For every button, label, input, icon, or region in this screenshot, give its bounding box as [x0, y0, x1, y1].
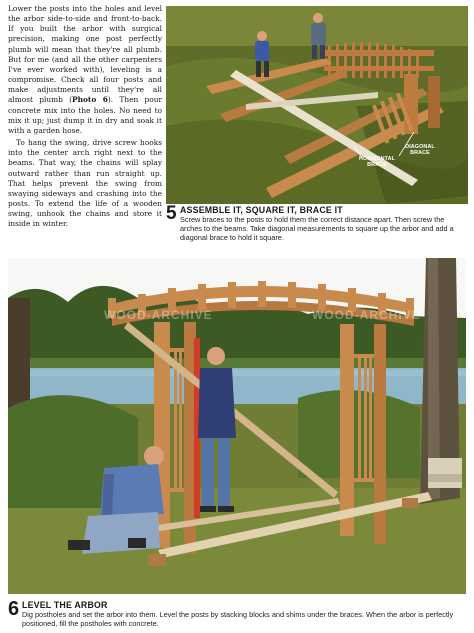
paragraph-swing: To hang the swing, drive screw hooks into the center arch right next to the beams. That way, the chains will splay outward rather than run straight up. That helps prevent the swing from swaying sideways and crashing into the posts. To extend the life of a wooden swing, unhook the chains and store it inside in winter. [8, 138, 162, 229]
photo-reference: Photo 6 [72, 95, 108, 105]
step-5-text: Screw braces to the posts to hold them the correct distance apart. Then screw the arches to the beams. Take diagonal measurements to square up the arbor and add a diagonal brace to hold it square. [180, 215, 454, 243]
caption-step-6 [8, 599, 468, 631]
paragraph-leveling-text-end: ). Then pour concrete mix into the holes. No need to mix it up; just dump it in dry and soak it with a garden hose. [8, 95, 163, 135]
step-5-number: 5 [166, 203, 177, 224]
article-body-text [8, 4, 162, 231]
photo-level-arbor [8, 258, 466, 594]
photo-assemble-arbor-image [166, 6, 468, 204]
watermark-left: WOOD-ARCHIVE [104, 308, 213, 322]
step-6-text: Dig postholes and set the arbor into them. Level the posts by stacking blocks and shims under the braces. When the arbor is perfectly positioned, fill the postholes with concrete. [22, 610, 454, 629]
step-5-title: ASSEMBLE IT, SQUARE IT, BRACE IT [180, 205, 343, 215]
label-diagonal-brace: DIAGONAL BRACE [405, 144, 435, 157]
paragraph-leveling [8, 4, 162, 136]
step-6-title: LEVEL THE ARBOR [22, 600, 108, 610]
paragraph-leveling-text: Lower the posts into the holes and level the arbor side-to-side and front-to-back. If you built the arbor with surgical precision, making one post perfectly plumb will mean that they're all plumb. But for me (and all the other carpenters I've ever worked with), leveling is a compromise. Check all four posts and make adjustments until they're all almost plumb ( [8, 4, 162, 105]
step-6-number: 6 [8, 598, 20, 620]
photo-assemble-arbor [166, 6, 468, 204]
label-horizontal-brace: HORIZONTAL BRACE [359, 156, 395, 169]
watermark-right: WOOD-ARCHIVE [312, 308, 421, 322]
caption-step-5 [166, 204, 468, 244]
